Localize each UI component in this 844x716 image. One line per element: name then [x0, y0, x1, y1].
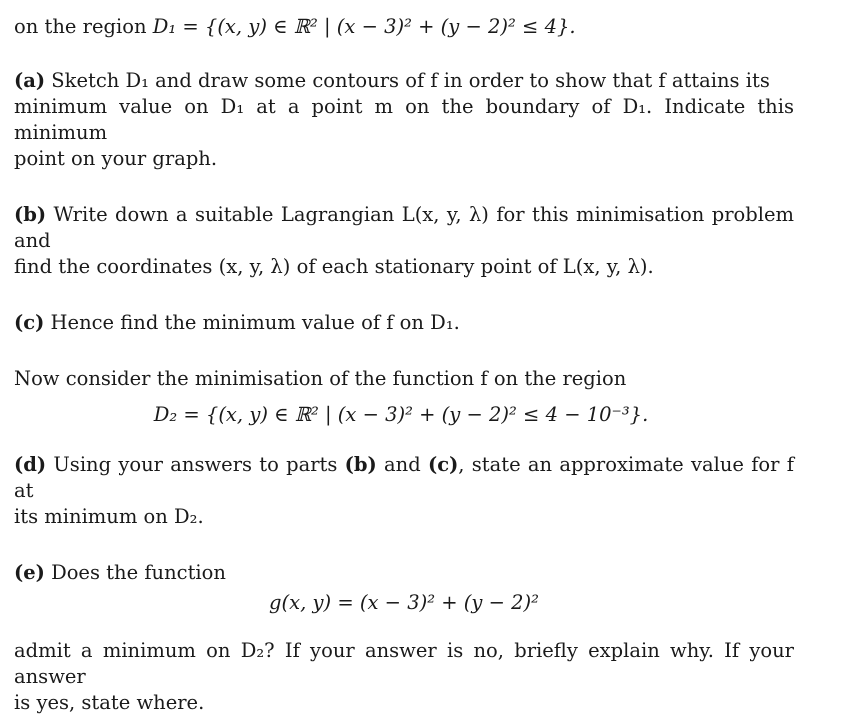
part-d-ref-b: (b) [344, 453, 377, 476]
part-d-and: and [376, 453, 428, 476]
part-e-line-1: admit a minimum on D₂? If your answer is no, briefly explain why. If your answer [14, 639, 794, 688]
part-e-line-2: is yes, state where. [14, 691, 205, 714]
part-a-line-2: minimum value on D₁ at a point m on the boundary of D₁. Indicate this minimum [14, 95, 794, 144]
g-definition: g(x, y) = (x − 3)² + (y − 2)² [269, 591, 539, 614]
part-b-label: (b) [14, 203, 47, 226]
part-b-line-1: Write down a suitable Lagrangian L(x, y, λ) for this minimisation problem and [14, 203, 795, 252]
part-a-label: (a) [14, 69, 46, 92]
consider-line: Now consider the minimisation of the function f on the region [14, 367, 627, 390]
part-e-label: (e) [14, 561, 45, 584]
part-a-line-1: Sketch D₁ and draw some contours of f in order to show that f attains its [51, 69, 770, 92]
part-c-label: (c) [14, 311, 45, 334]
part-d-line-1b: , state an approximate value for f at [14, 453, 794, 502]
d1-definition: D₁ = {(x, y) ∈ ℝ² | (x − 3)² + (y − 2)² ≤ 4}. [152, 15, 576, 38]
part-a-line-3: point on your graph. [14, 147, 218, 170]
part-c-text: Hence find the minimum value of f on D₁. [50, 311, 460, 334]
part-d-label: (d) [14, 453, 47, 476]
intro-prefix: on the region [14, 15, 153, 38]
part-b [14, 202, 794, 280]
part-b-line-2: find the coordinates (x, y, λ) of each stationary point of L(x, y, λ). [14, 255, 654, 278]
part-d-line-2: its minimum on D₂. [14, 505, 204, 528]
part-e-text: Does the function [51, 561, 226, 584]
part-d [14, 452, 794, 530]
part-e [14, 560, 794, 716]
d2-definition: D₂ = {(x, y) ∈ ℝ² | (x − 3)² + (y − 2)² ≤ 4 − 10⁻³}. [153, 403, 649, 426]
part-d-ref-c: (c) [427, 453, 459, 476]
part-a [14, 68, 794, 172]
intro-line [14, 14, 794, 40]
part-c [14, 310, 794, 336]
problem-text [14, 8, 794, 716]
part-d-line-1a: Using your answers to parts [53, 453, 345, 476]
